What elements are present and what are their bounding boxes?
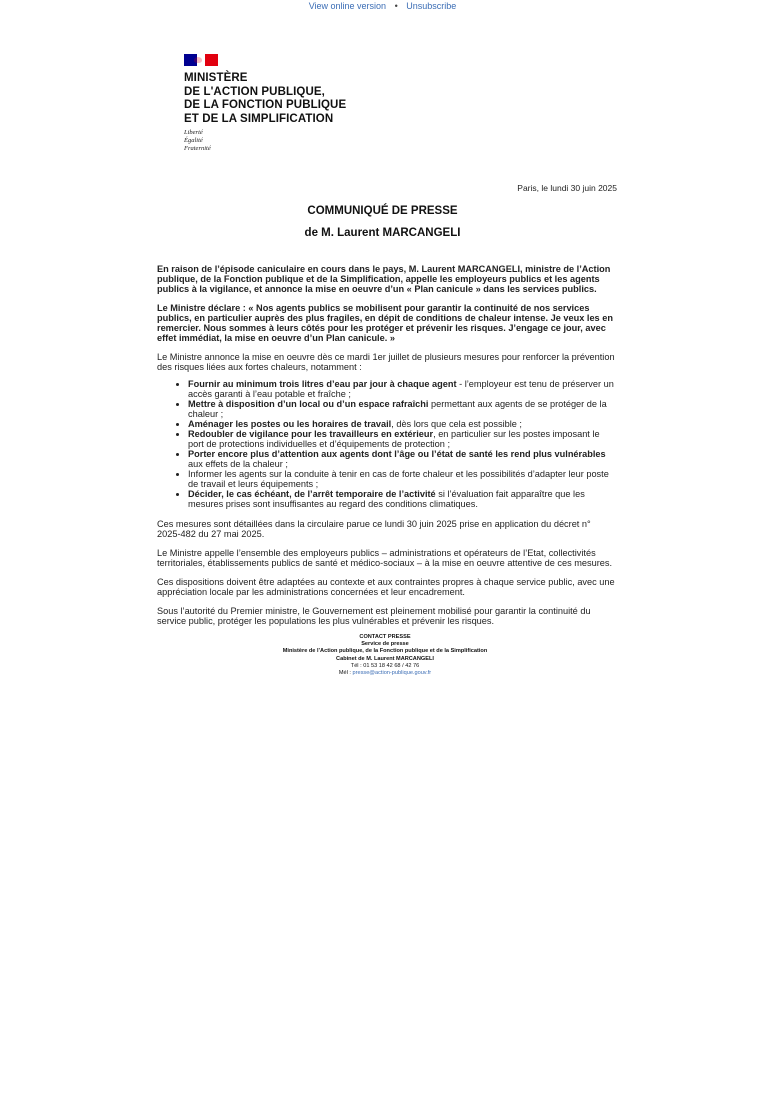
press-release-title: COMMUNIQUÉ DE PRESSE	[307, 205, 458, 217]
list-item: • Mettre à disposition d’un local ou d’un espace rafraîchi permettant aux agents de se protéger de la chaleur ;	[188, 399, 615, 419]
list-item: • Redoubler de vigilance pour les travailleurs en extérieur, en particulier sur les postes imposant le port de protections individuelles et d’équipements de protection ;	[188, 429, 615, 449]
motto-liberte: Liberté	[184, 129, 203, 136]
announce-paragraph: Le Ministre annonce la mise en oeuvre dès ce mardi 1er juillet de plusieurs mesures pour renforcer la prévention des risques liées aux fortes chaleurs, notamment :	[157, 352, 615, 372]
ministry-line-1: MINISTÈRE	[184, 72, 248, 84]
adaptation-paragraph: Ces dispositions doivent être adaptées au contexte et aux contraintes propres à chaque service public, avec une appréciation locale par les administrations concernées et leur encadrement.	[157, 577, 615, 597]
ministry-line-3: DE LA FONCTION PUBLIQUE	[184, 99, 347, 111]
motto-egalite: Égalité	[184, 136, 203, 144]
press-release-body	[157, 264, 615, 635]
contact-service: Service de presse	[361, 641, 409, 648]
view-online-link[interactable]: View online version	[308, 1, 387, 11]
list-item: • Fournir au minimum trois litres d’eau par jour à chaque agent - l’employeur est tenu de préserver un accès garanti à l’eau potable et fraîche ;	[188, 379, 615, 399]
ministry-logo	[184, 54, 346, 152]
motto-fraternite: Fraternité	[184, 144, 211, 152]
contact-phone: Tél : 01 53 18 42 68 / 42 76	[350, 662, 420, 669]
contact-cabinet: Cabinet de M. Laurent MARCANGELI	[336, 655, 434, 662]
link-separator: •	[394, 1, 398, 11]
email-header-links	[0, 0, 765, 12]
republic-motto	[184, 129, 346, 152]
measures-list	[157, 379, 615, 509]
list-item: • Informer les agents sur la conduite à tenir en cas de forte chaleur et les possibilités d’adapter leur poste de travail et leurs équipements ;	[188, 469, 615, 489]
contact-email-link[interactable]: presse@action-publique.gouv.fr	[352, 670, 432, 677]
unsubscribe-link[interactable]: Unsubscribe	[406, 1, 457, 11]
press-release-date: Paris, le lundi 30 juin 2025	[517, 183, 617, 193]
minister-quote: Le Ministre déclare : « Nos agents publics se mobilisent pour garantir la continuité de nos services publics, en particulier auprès des plus fragiles, en dépit de conditions de chaleur intense. Je veux les en remercier. Nous sommes à leurs côtés pour les protéger et prévenir les risques. J’engage ce jour, avec effet immédiat, la mise en oeuvre d’un Plan canicule. »	[157, 303, 613, 343]
ministry-line-4: ET DE LA SIMPLIFICATION	[184, 112, 334, 125]
marianne-flag-icon	[184, 54, 218, 66]
appeal-paragraph: Le Ministre appelle l’ensemble des employeurs publics – administrations et opérateurs de l’Etat, collectivités territoriales, établissements publics de santé et médico-sociaux – à la mise en oeuvre attentive de ces mesures.	[157, 548, 613, 568]
contact-email-label: Mél :	[338, 670, 353, 677]
list-item: • Porter encore plus d’attention aux agents dont l’âge ou l’état de santé les rend plus vulnérables aux effets de la chaleur ;	[188, 449, 615, 469]
contact-ministry: Ministère de l’Action publique, de la Fonction publique et de la Simplification	[282, 648, 488, 655]
press-release-author: de M. Laurent MARCANGELI	[304, 227, 461, 239]
list-item: • Décider, le cas échéant, de l’arrêt temporaire de l’activité si l’évaluation fait apparaître que les mesures prises sont insuffisantes au regard des conditions climatiques.	[188, 489, 615, 509]
ministry-line-2: DE L'ACTION PUBLIQUE,	[184, 85, 325, 98]
press-contact	[0, 634, 765, 677]
government-paragraph: Sous l’autorité du Premier ministre, le Gouvernement est pleinement mobilisé pour garantir la continuité du service public, protéger les populations les plus vulnérables et prévenir les risques.	[157, 606, 591, 626]
contact-heading: CONTACT PRESSE	[359, 634, 411, 640]
list-item: • Aménager les postes ou les horaires de travail, dès lors que cela est possible ;	[188, 419, 615, 429]
contact-email-line	[0, 670, 765, 677]
intro-paragraph: En raison de l’épisode caniculaire en cours dans le pays, M. Laurent MARCANGELI, ministre de l’Action publique, de la Fonction publique et de la Simplification, appelle les employeurs publics et les agents publics à la vigilance, et annonce la mise en oeuvre d’un « Plan canicule » dans les services publics.	[157, 264, 611, 294]
circulaire-paragraph: Ces mesures sont détaillées dans la circulaire parue ce lundi 30 juin 2025 prise en application du décret n° 2025-482 du 27 mai 2025.	[157, 519, 591, 539]
ministry-name	[184, 72, 346, 126]
